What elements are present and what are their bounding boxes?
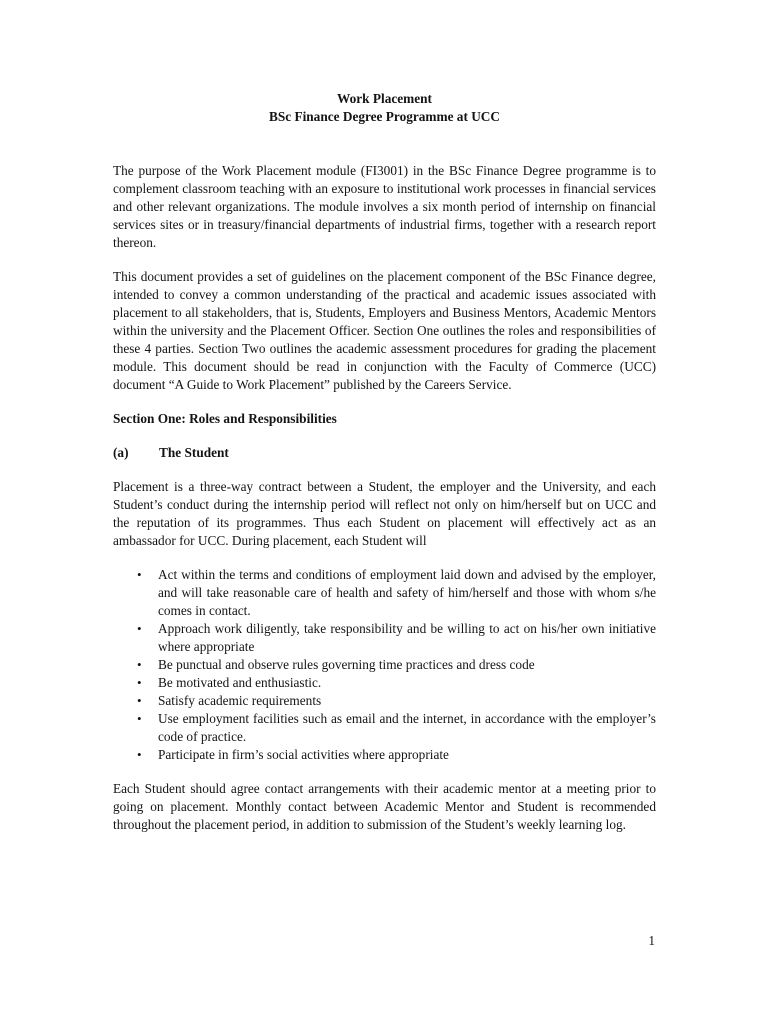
intro-paragraph: The purpose of the Work Placement module (FI3001) in the BSc Finance Degree programme is to complement classroom teaching with an exposure to institutional work processes in financial services and other relevant organizations. The module involves a six month period of internship on financial services sites or in treasury/financial departments of industrial firms, together with a research report thereon. xyxy=(113,163,656,250)
document-title: Work Placement xyxy=(337,91,432,106)
subsection-title: The Student xyxy=(159,445,229,460)
list-item-text: Be punctual and observe rules governing time practices and dress code xyxy=(158,657,535,672)
list-item xyxy=(137,620,656,656)
bullet-icon: • xyxy=(137,675,142,690)
bullet-icon: • xyxy=(137,567,142,582)
bullet-icon: • xyxy=(137,621,142,636)
list-item-text: Be motivated and enthusiastic. xyxy=(158,675,322,690)
subsection-a-heading xyxy=(113,444,656,462)
list-item xyxy=(137,674,656,692)
list-item xyxy=(137,566,656,620)
bullet-icon: • xyxy=(137,747,142,762)
guidelines-paragraph: This document provides a set of guidelines on the placement component of the BSc Finance degree, intended to convey a common understanding of the practical and academic issues associated with placement to all stakeholders, that is, Students, Employers and Business Mentors, Academic Mentors within the university and the Placement Officer. Section One outlines the roles and responsibilities of these 4 parties. Section Two outlines the academic assessment procedures for grading the placement module. This document should be read in conjunction with the Faculty of Commerce (UCC) document “A Guide to Work Placement” published by the Careers Service. xyxy=(113,269,656,392)
bullet-icon: • xyxy=(137,711,142,726)
list-item xyxy=(137,656,656,674)
contact-paragraph: Each Student should agree contact arrangements with their academic mentor at a meeting prior to going on placement. Monthly contact between Academic Mentor and Student is recommended throughout the placement period, in addition to submission of the Student’s weekly learning log. xyxy=(113,781,656,832)
page-number: 1 xyxy=(648,933,655,948)
bullet-icon: • xyxy=(137,693,142,708)
bullet-icon: • xyxy=(137,657,142,672)
document-subtitle: BSc Finance Degree Programme at UCC xyxy=(268,109,501,124)
list-item-text: Use employment facilities such as email and the internet, in accordance with the employer’s code of practice. xyxy=(158,711,656,744)
list-item-text: Approach work diligently, take responsibility and be willing to act on his/her own initiative where appropriate xyxy=(158,621,656,654)
list-item-text: Act within the terms and conditions of employment laid down and advised by the employer, and will take reasonable care of health and safety of him/herself and those with whom s/he comes in contact. xyxy=(158,567,656,618)
student-paragraph: Placement is a three-way contract between a Student, the employer and the University, and each Student’s conduct during the internship period will reflect not only on him/herself but on UCC and the reputation of its programmes. Thus each Student on placement will effectively act as an ambassador for UCC. During placement, each Student will xyxy=(113,479,656,548)
list-item xyxy=(137,692,656,710)
list-item-text: Participate in firm’s social activities where appropriate xyxy=(158,747,449,762)
list-item xyxy=(137,746,656,764)
list-item-text: Satisfy academic requirements xyxy=(158,693,322,708)
student-duties-list xyxy=(113,566,656,764)
list-item xyxy=(137,710,656,746)
subsection-index: (a) xyxy=(113,445,129,460)
section-one-heading: Section One: Roles and Responsibilities xyxy=(113,411,337,426)
